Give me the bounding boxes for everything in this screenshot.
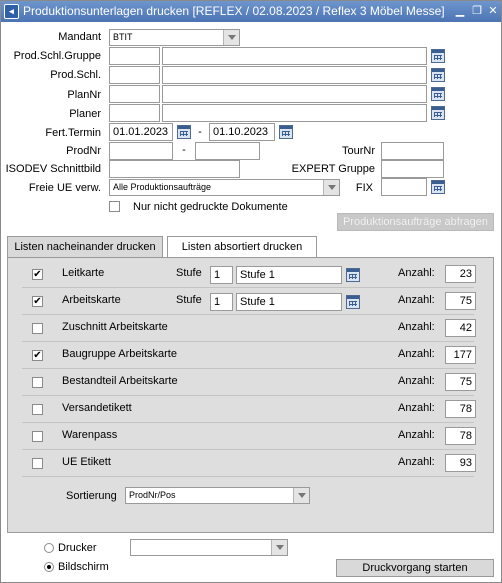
tab-listen-absortiert[interactable] — [167, 236, 317, 258]
ue-etikett-label: UE Etikett — [62, 456, 111, 468]
tour-nr-input[interactable] — [381, 142, 444, 160]
tab-label: Listen absortiert drucken — [181, 241, 303, 253]
drucker-label: Drucker — [58, 542, 97, 554]
lookup-icon[interactable] — [346, 295, 360, 309]
bestandteil-anzahl: 75 — [445, 373, 476, 391]
leitkarte-label: Leitkarte — [62, 267, 105, 279]
fert-termin-label: Fert.Termin — [45, 127, 101, 139]
restore-icon[interactable]: ❐ — [472, 5, 482, 17]
anzahl-label: Anzahl: — [398, 456, 435, 468]
minimize-icon[interactable]: ▁ — [455, 5, 465, 17]
sortierung-select[interactable] — [125, 487, 310, 504]
prod-nr-separator: - — [182, 144, 186, 156]
ue-etikett-checkbox[interactable] — [32, 458, 43, 469]
baugruppe-label: Baugruppe Arbeitskarte — [62, 348, 177, 360]
list-row-arbeitskarte — [22, 288, 474, 315]
arbeitskarte-checkbox[interactable]: ✔ — [33, 296, 42, 307]
lookup-icon[interactable] — [431, 180, 445, 194]
zuschnitt-label: Zuschnitt Arbeitskarte — [62, 321, 168, 333]
versandetikett-checkbox[interactable] — [32, 404, 43, 415]
chevron-down-icon[interactable] — [223, 30, 239, 45]
lookup-icon[interactable] — [431, 49, 445, 63]
tab-listen-nacheinander[interactable] — [7, 236, 163, 258]
freie-ue-value: Alle Produktionsaufträge — [113, 182, 212, 192]
expert-gruppe-input[interactable] — [381, 160, 444, 178]
prod-schl-label: Prod.Schl. — [50, 69, 101, 81]
ue-etikett-anzahl: 93 — [445, 454, 476, 472]
planer-label: Planer — [69, 108, 101, 120]
calendar-icon[interactable] — [279, 125, 293, 139]
fix-input[interactable] — [381, 178, 427, 196]
query-production-orders-label: Produktionsaufträge abfragen — [343, 216, 488, 228]
freie-ue-label: Freie UE verw. — [28, 182, 101, 194]
chevron-down-icon[interactable] — [293, 488, 309, 503]
fert-termin-to-input[interactable]: 01.10.2023 — [209, 123, 275, 141]
lookup-icon[interactable] — [431, 87, 445, 101]
isodev-label: ISODEV Schnittbild — [5, 163, 101, 175]
leitkarte-stufe-name-input[interactable]: Stufe 1 — [236, 266, 342, 284]
mandant-value: BTIT — [113, 32, 133, 42]
list-row-baugruppe — [22, 342, 474, 369]
start-print-button[interactable] — [336, 559, 494, 577]
sortierung-label: Sortierung — [66, 490, 117, 502]
freie-ue-select[interactable] — [109, 179, 340, 196]
planer-name-input[interactable] — [162, 104, 427, 122]
anzahl-label: Anzahl: — [398, 321, 435, 333]
prod-nr-to-input[interactable] — [195, 142, 260, 160]
list-row-warenpass — [22, 423, 474, 450]
anzahl-label: Anzahl: — [398, 375, 435, 387]
title-bar — [1, 1, 501, 22]
versandetikett-anzahl: 78 — [445, 400, 476, 418]
planer-code-input[interactable] — [109, 104, 160, 122]
chevron-down-icon[interactable] — [271, 540, 287, 555]
warenpass-label: Warenpass — [62, 429, 118, 441]
anzahl-label: Anzahl: — [398, 294, 435, 306]
calendar-icon[interactable] — [177, 125, 191, 139]
fert-termin-separator: - — [198, 126, 202, 138]
prod-nr-from-input[interactable] — [109, 142, 173, 160]
list-selection-panel — [7, 257, 494, 533]
expert-gruppe-label: EXPERT Gruppe — [291, 163, 375, 175]
mandant-label: Mandant — [58, 31, 101, 43]
bildschirm-label: Bildschirm — [58, 561, 109, 573]
leitkarte-stufe-nr-input[interactable]: 1 — [210, 266, 233, 284]
baugruppe-anzahl: 177 — [445, 346, 476, 364]
prod-nr-label: ProdNr — [66, 145, 101, 157]
prod-schl-gruppe-label: Prod.Schl.Gruppe — [13, 50, 101, 62]
chevron-down-icon[interactable] — [323, 180, 339, 195]
mandant-select[interactable] — [109, 29, 240, 46]
leitkarte-anzahl: 23 — [445, 265, 476, 283]
tab-bar — [7, 236, 497, 258]
nur-nicht-gedruckt-checkbox[interactable] — [109, 201, 120, 212]
bildschirm-radio[interactable] — [44, 562, 54, 572]
warenpass-anzahl: 78 — [445, 427, 476, 445]
zuschnitt-checkbox[interactable] — [32, 323, 43, 334]
prod-schl-gruppe-name-input[interactable] — [162, 47, 427, 65]
anzahl-label: Anzahl: — [398, 267, 435, 279]
plan-nr-label: PlanNr — [67, 89, 101, 101]
plan-nr-code-input[interactable] — [109, 85, 160, 103]
list-row-ue-etikett — [22, 450, 474, 477]
lookup-icon[interactable] — [346, 268, 360, 282]
stufe-label: Stufe — [176, 267, 202, 279]
arbeitskarte-anzahl: 75 — [445, 292, 476, 310]
anzahl-label: Anzahl: — [398, 429, 435, 441]
arbeitskarte-stufe-nr-input[interactable]: 1 — [210, 293, 233, 311]
list-row-leitkarte — [22, 261, 474, 288]
anzahl-label: Anzahl: — [398, 348, 435, 360]
query-production-orders-button[interactable] — [337, 213, 494, 231]
nur-nicht-gedruckt-label: Nur nicht gedruckte Dokumente — [133, 201, 288, 213]
arbeitskarte-label: Arbeitskarte — [62, 294, 121, 306]
list-row-versandetikett — [22, 396, 474, 423]
window-title: Produktionsunterlagen drucken [REFLEX / 02.08.2023 / Reflex 3 Möbel Messe] — [23, 4, 445, 18]
lookup-icon[interactable] — [431, 68, 445, 82]
prod-schl-gruppe-code-input[interactable] — [109, 47, 160, 65]
close-icon[interactable]: ✕ — [488, 5, 498, 17]
zuschnitt-anzahl: 42 — [445, 319, 476, 337]
bestandteil-label: Bestandteil Arbeitskarte — [62, 375, 178, 387]
anzahl-label: Anzahl: — [398, 402, 435, 414]
leitkarte-checkbox[interactable]: ✔ — [33, 269, 42, 280]
warenpass-checkbox[interactable] — [32, 431, 43, 442]
isodev-input[interactable] — [109, 160, 240, 178]
versandetikett-label: Versandetikett — [62, 402, 132, 414]
tour-nr-label: TourNr — [341, 145, 375, 157]
start-print-label: Druckvorgang starten — [362, 562, 468, 574]
lookup-icon[interactable] — [431, 106, 445, 120]
app-icon: ◂ — [4, 4, 19, 19]
stufe-label: Stufe — [176, 294, 202, 306]
prod-schl-name-input[interactable] — [162, 66, 427, 84]
baugruppe-checkbox[interactable]: ✔ — [33, 350, 42, 361]
list-row-zuschnitt — [22, 315, 474, 342]
sortierung-value: ProdNr/Pos — [129, 490, 176, 500]
plan-nr-name-input[interactable] — [162, 85, 427, 103]
drucker-select[interactable] — [130, 539, 288, 556]
prod-schl-code-input[interactable] — [109, 66, 160, 84]
list-row-bestandteil — [22, 369, 474, 396]
fert-termin-from-input[interactable]: 01.01.2023 — [109, 123, 173, 141]
tab-label: Listen nacheinander drucken — [14, 241, 156, 253]
fix-label: FIX — [355, 182, 373, 194]
arbeitskarte-stufe-name-input[interactable]: Stufe 1 — [236, 293, 342, 311]
drucker-radio[interactable] — [44, 543, 54, 553]
bestandteil-checkbox[interactable] — [32, 377, 43, 388]
